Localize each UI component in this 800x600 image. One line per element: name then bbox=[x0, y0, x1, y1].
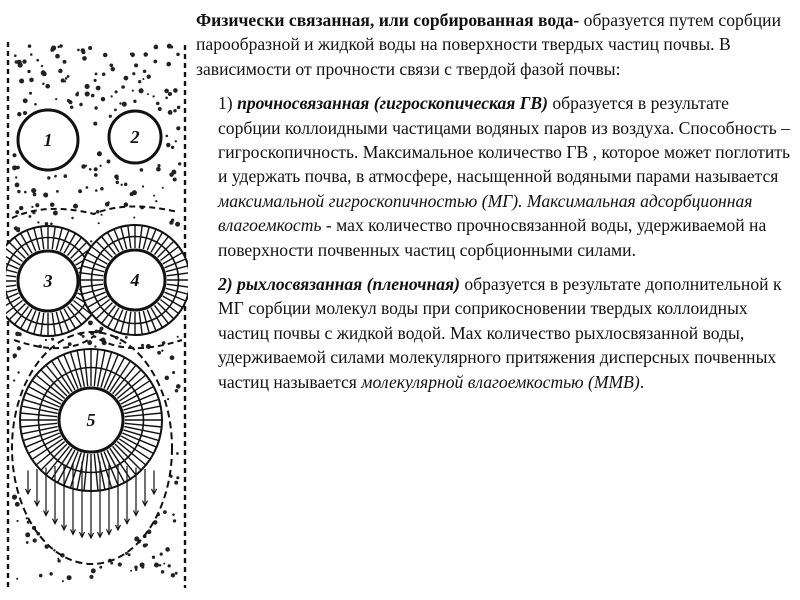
intro-text: образуется путем сорбции парообразной и жидкой воды на поверхности твердых частиц почвы. В зависимости от прочности связи с твердой фазой почвы: bbox=[196, 10, 782, 79]
particle-2 bbox=[109, 111, 161, 163]
item1-mg-term: максимальной гигроскопичностью (МГ). bbox=[218, 190, 523, 211]
soil-water-diagram bbox=[6, 40, 188, 588]
text-block bbox=[196, 8, 794, 404]
intro-term: Физически связанная, или сорбированная вода- bbox=[196, 10, 580, 30]
item2-paragraph bbox=[196, 272, 794, 394]
particle-4 bbox=[80, 225, 188, 335]
particle-label: 3 bbox=[43, 271, 53, 291]
item1-paragraph bbox=[196, 91, 794, 262]
particle-label: 2 bbox=[130, 127, 140, 147]
item1-mav-term: Максимальная адсорбционная влагоемкость bbox=[218, 190, 753, 236]
item2-mmv-term: молекулярной влагоемкостью (ММВ) bbox=[361, 371, 640, 392]
item2-term: 2) рыхлосвязанная (пленочная) bbox=[218, 274, 460, 295]
item1-text2: - мах количество прочносвязанной воды, удерживаемой на поверхности почвенных частиц сорбционными силами. bbox=[218, 215, 767, 260]
item1-text1: образуется в результате сорбции коллоидными частицами водяных паров из воздуха. Способность – гигроскопичность. Максимальное количество ГВ , которое может поглотить и удержать почва, в атмосфере, насыщенной водяными парами называется bbox=[218, 93, 790, 187]
item1-number: 1) bbox=[218, 93, 238, 114]
intro-paragraph bbox=[196, 8, 794, 81]
item2-end: . bbox=[639, 371, 645, 392]
particle-1 bbox=[18, 110, 78, 170]
particle-label: 4 bbox=[130, 270, 140, 290]
item1-term: прочносвязанная (гигроскопическая ГВ) bbox=[237, 93, 548, 114]
particle-label: 5 bbox=[86, 410, 96, 430]
particle-label: 1 bbox=[43, 130, 53, 150]
item2-text1: образуется в результате дополнительной к МГ сорбции молекул воды при соприкосновении твердых коллоидных частиц почвы с жидкой водой. Мах количество рыхлосвязанной воды, удерживаемой силами молекулярного притяжения дисперсных почвенных частиц называется bbox=[218, 274, 782, 392]
